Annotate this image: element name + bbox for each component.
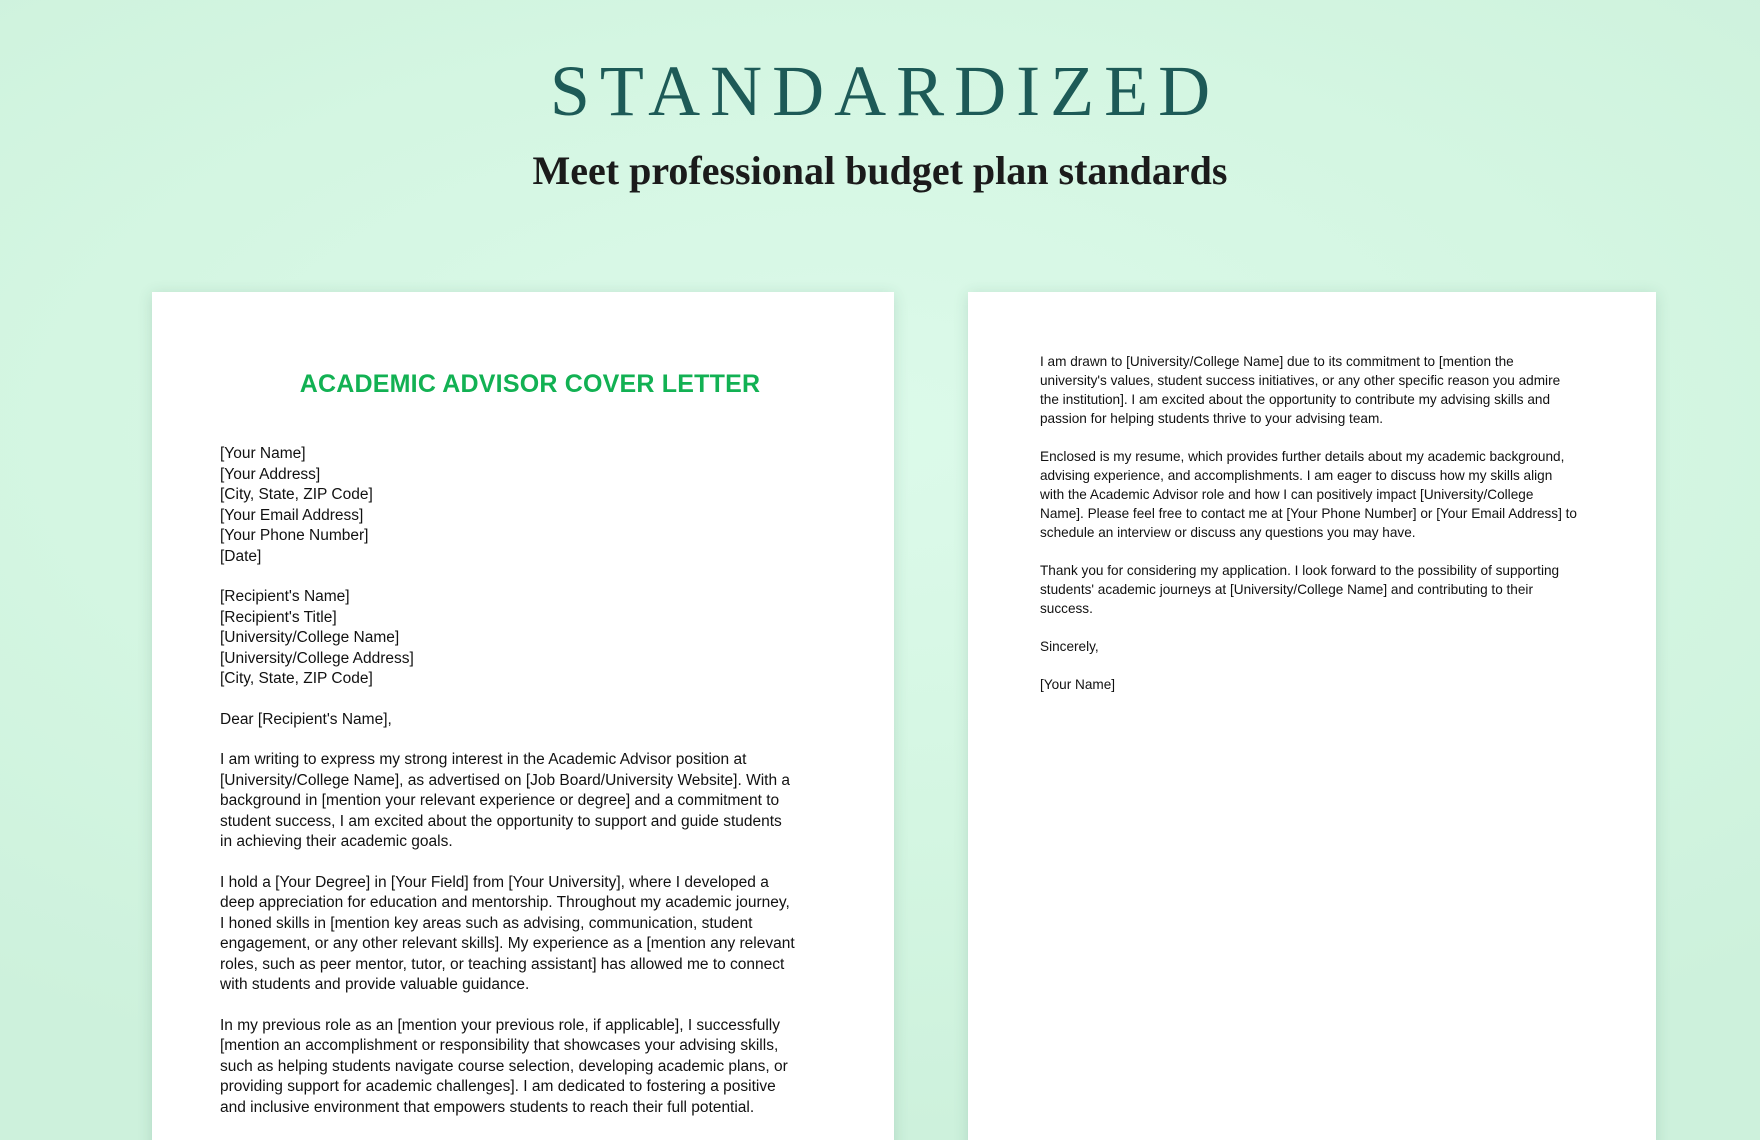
recipient-line: [University/College Name] (220, 629, 400, 646)
page-2-body (1040, 352, 1580, 694)
document-page-2[interactable] (968, 292, 1656, 1140)
sender-line: [Date] (220, 547, 262, 565)
block-spacer (220, 690, 798, 710)
header-banner (0, 0, 1760, 255)
recipient-line: [City, State, ZIP Code] (220, 670, 373, 687)
sender-line: [Your Phone Number] (220, 527, 369, 544)
recipient-line: [University/College Address] (220, 649, 414, 667)
recipient-address-block (220, 587, 798, 690)
sender-address-block (220, 444, 798, 567)
body-paragraph: In my previous role as an [mention your previous role, if applicable], I successfully [mention an accomplishment or responsibility that showcases your advising skills, such as helping students navigate course selection, developing academic plans, or providing support for academic challenges]. I am dedicated to fostering a positive and inclusive environment that empowers students to reach their full potential. (220, 1016, 788, 1116)
block-spacer (220, 567, 798, 587)
body-paragraph: I am writing to express my strong interest in the Academic Advisor position at [University/College Name], as advertised on [Job Board/University Website]. With a background in [mention your relevant experience or degree] and a commitment to student success, I am excited about the opportunity to support and guide students in achieving their academic goals. (220, 751, 791, 850)
closing-line: Sincerely, (1040, 639, 1099, 654)
document-page-1[interactable] (152, 292, 894, 1140)
sender-line: [Your Email Address] (220, 506, 364, 524)
salutation: Dear [Recipient's Name], (220, 710, 392, 728)
sender-line: [Your Name] (220, 445, 306, 462)
recipient-line: [Recipient's Name] (220, 588, 350, 605)
page-title: ACADEMIC ADVISOR COVER LETTER (299, 370, 761, 398)
page-1-body (220, 444, 798, 1118)
body-paragraph: Enclosed is my resume, which provides further details about my academic background, advising experience, and accomplishments. I am eager to discuss how my skills align with the Academic Advisor role and how I can positively impact [University/College Name]. Please feel free to contact me at [Your Phone Number] or [Your Email Address] to schedule an interview or discuss any questions you may have. (1040, 449, 1577, 540)
body-paragraph: I hold a [Your Degree] in [Your Field] from [Your University], where I developed a deep appreciation for education and mentorship. Throughout my academic journey, I honed skills in [mention key areas such as advising, communication, student engagement, or any other relevant skills]. My experience as a [mention any relevant roles, such as peer mentor, tutor, or teaching assistant] has allowed me to connect with students and provide valuable guidance. (220, 873, 795, 993)
banner-subtitle: Meet professional budget plan standards (532, 148, 1228, 193)
block-spacer (220, 730, 798, 750)
banner-title: STANDARDIZED (549, 51, 1221, 131)
body-paragraph: Thank you for considering my application. I look forward to the possibility of supporting students' academic journeys at [University/College Name] and contributing to their success. (1040, 563, 1560, 616)
sender-line: [Your Address] (220, 465, 321, 483)
signature-line: [Your Name] (1040, 677, 1116, 692)
sender-line: [City, State, ZIP Code] (220, 486, 373, 503)
body-paragraph: I am drawn to [University/College Name] due to its commitment to [mention the university's values, student success initiatives, or any other specific reason you admire the institution]. I am excited about the opportunity to contribute my advising skills and passion for helping students thrive to your advising team. (1040, 354, 1561, 426)
recipient-line: [Recipient's Title] (220, 608, 337, 626)
